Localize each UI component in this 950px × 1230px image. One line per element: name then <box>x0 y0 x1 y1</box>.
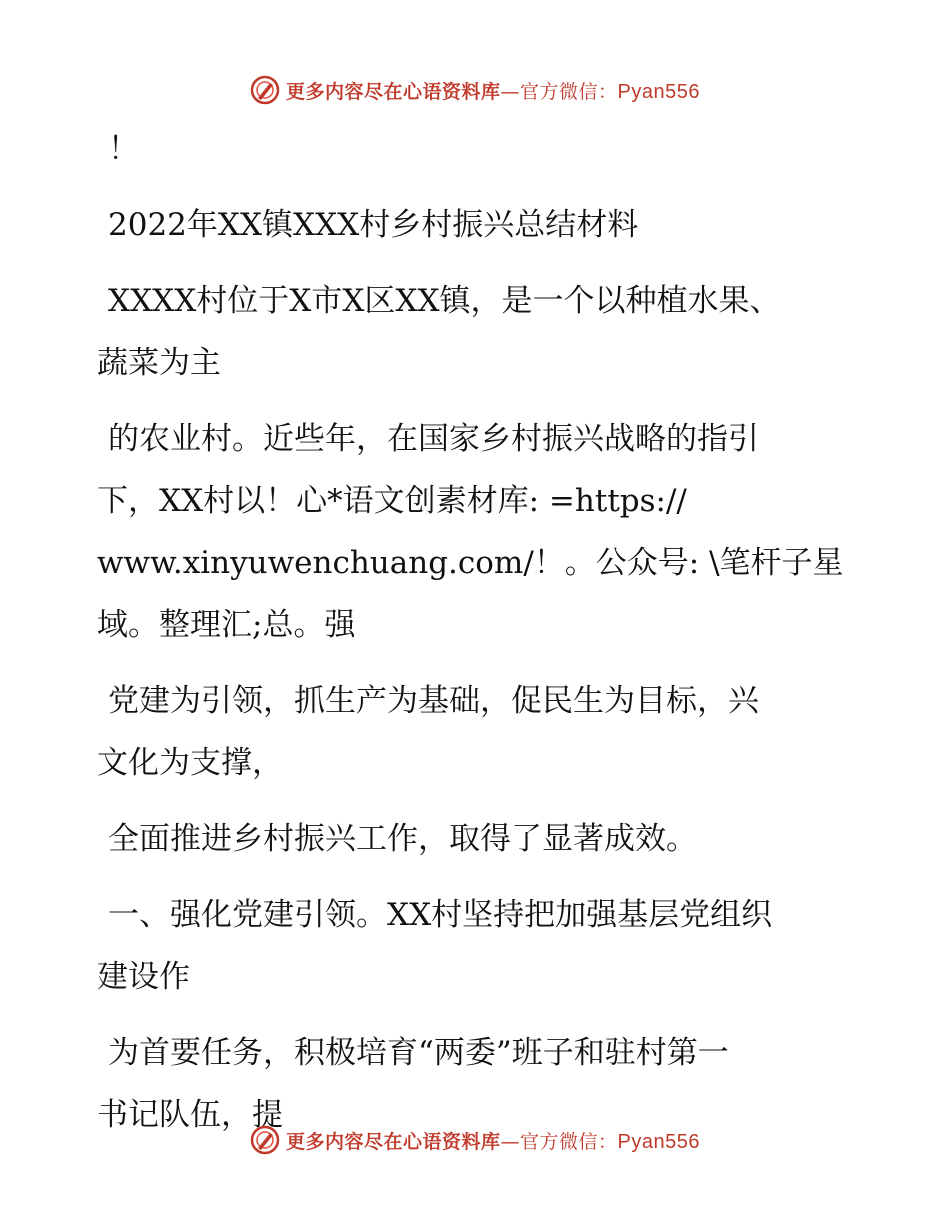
document-title: 2022年XX镇XXX村乡村振兴总结材料 <box>108 207 639 243</box>
text-line: 党建为引领，抓生产为基础，促民生为目标，兴 <box>108 683 759 719</box>
text-line: 下，XX村以！心*语文创素材库: =https:// <box>97 483 687 519</box>
pen-logo-icon <box>250 75 280 105</box>
text-line: 书记队伍，提 <box>97 1097 283 1133</box>
text-line: 全面推进乡村振兴工作，取得了显著成效。 <box>108 821 697 857</box>
pen-logo-icon <box>250 1125 280 1155</box>
header-watermark <box>0 70 950 110</box>
text-line: 域。整理汇;总。强 <box>97 607 356 643</box>
document-body <box>97 118 857 1146</box>
text-line: 为首要任务，积极培育“两委”班子和驻村第一 <box>108 1035 729 1071</box>
watermark-text: 更多内容尽在心语资料库—官方微信：Pyan556 <box>286 80 700 103</box>
text-line: 蔬菜为主 <box>97 345 221 381</box>
section-heading: 一、强化党建引领。XX村坚持把加强基层党组织 <box>108 897 773 933</box>
text-line: 建设作 <box>97 959 190 995</box>
text-line: 文化为支撑， <box>97 745 283 781</box>
footer-watermark <box>0 1120 950 1160</box>
text-line: XXXX村位于X市X区XX镇，是一个以种植水果、 <box>108 283 781 319</box>
text-line: 的农业村。近些年，在国家乡村振兴战略的指引 <box>108 421 759 457</box>
text-line: www.xinyuwenchuang.com/！。公众号: \笔杆子星 <box>97 545 844 581</box>
text-line: ！ <box>108 131 139 167</box>
watermark-text: 更多内容尽在心语资料库—官方微信：Pyan556 <box>286 1130 700 1153</box>
